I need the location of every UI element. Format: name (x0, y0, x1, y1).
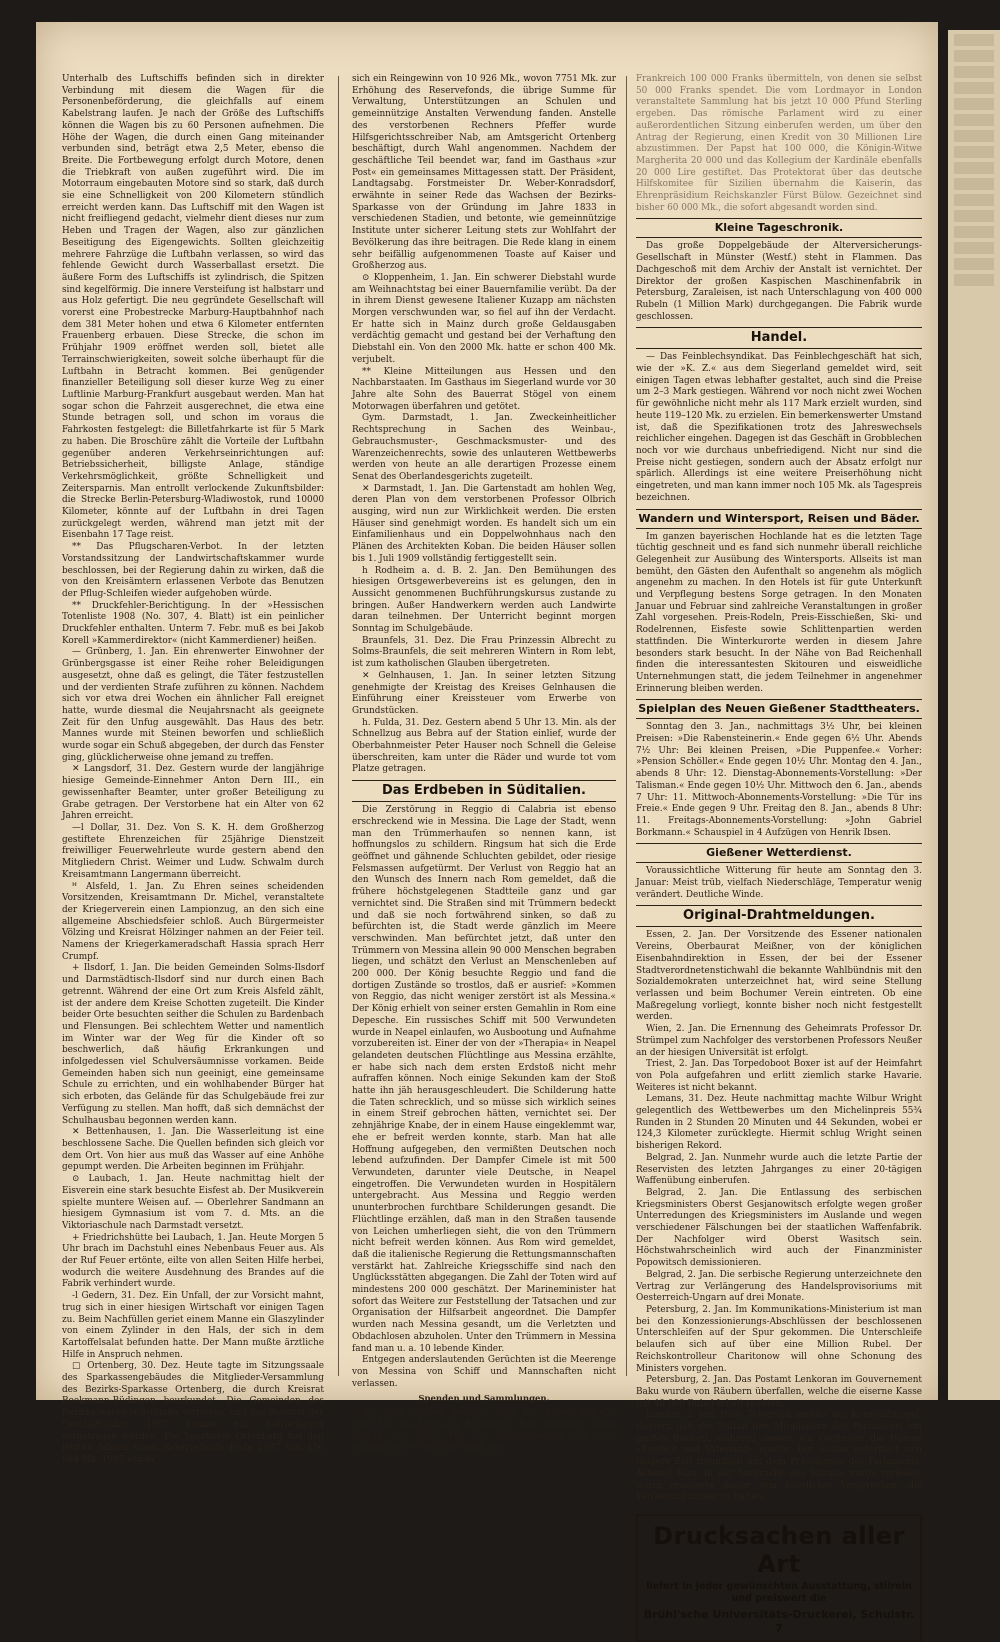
article-druckfehler: ** Druckfehler-Berichtigung. In der »Hessischen Totenliste 1908 (No. 307, 4. Blatt) ist ein peinlicher Druckfehler enthalten. Unterm 7. Febr. muß es bei Jakob Korell »Kammerdirektor« (nicht Kammerdiener) heißen. (62, 600, 324, 646)
article-tageschronik: Das große Doppelgebäude der Alterversicherungs-Gesellschaft in Münster (Westf.) steht in Flammen. Das Dachgeschoß mit dem Archiv der Anstalt ist vernichtet. Der Direktor der großen Kaspischen Maschinenfabrik in Petersburg, Zaraleisen, ist nach Unterschlagung von 400 000 Rubeln (1 Million Mark) durchgegangen. Die Fabrik wurde geschlossen. (636, 241, 922, 322)
section-heading-tageschronik: Kleine Tageschronik. (636, 218, 922, 238)
section-heading-theater: Spielplan des Neuen Gießener Stadttheaters. (636, 699, 922, 719)
column-divider (338, 76, 339, 1376)
article-darmstadt-gericht: Gym. Darmstadt, 1. Jan. Zweckeinheitlicher Rechtsprechung in Sachen des Weinbau-, Gebrauchsmuster-, Geschmacksmuster- und des Warenzeichenrechts, sowie des unlauteren Wettbewerbs werden von heute an alle derartigen Prozesse einem Senat des Oberlandesgerichts zugeteilt. (352, 413, 616, 482)
ad-title: Drucksachen aller Art (653, 1521, 905, 1578)
article-pflugscharen: ** Das Pflugscharen-Verbot. In der letzten Vorstandssitzung der Landwirtschaftskammer wurde beschlossen, bei der Regierung dahin zu wirken, daß die von den Kreisämtern erlassenen Verbote das Benutzen der Pflug-Schleifen wieder aufgehoben würde. (62, 542, 324, 599)
article-petersburg-1: Petersburg, 2. Jan. Im Kommunikations-Ministerium ist man bei den Konzessionierungs-Abschlüssen der beschlossenen Unterschleifen auf der Spur gekommen. Die Unterschleife belaufen sich auf über eine Million Rubel. Der Reichskontrolleur Charitonow will ohne Schonung des Ministers vorgehen. (636, 1304, 922, 1374)
column-divider (626, 76, 627, 1376)
article-fulda: h. Fulda, 31. Dez. Gestern abend 5 Uhr 13. Min. als der Schnellzug aus Bebra auf der Station einlief, wurde der Oberbahnmeister Peter Hauser noch Schnell die Geleise überschreiten, kam unter die Räder und wurde tot vom Platze getragen. (352, 717, 616, 775)
article-belgrad-3: Belgrad, 2. Jan. Die serbische Regierung unterzeichnete den Vertrag zur Verlängerung des Handelsprovisoriums mit Oesterreich-Ungarn auf drei Monate. (636, 1269, 922, 1304)
newspaper-page (36, 22, 938, 1635)
section-heading-handel: Handel. (636, 327, 922, 349)
article-wetter: Voraussichtliche Witterung für heute am Sonntag den 3. Januar: Meist trüb, vielfach Niederschläge, Temperatur wenig verändert. Deutliche Winde. (636, 866, 922, 900)
article-friedrichshuette: + Friedrichshütte bei Laubach, 1. Jan. Heute Morgen 5 Uhr brach im Dachstuhl eines Nebenbaus Feuer aus. Als der Ruf Feuer ertönte, eilte von allen Seiten Hilfe herbei, wodurch die weitere Ausdehnung des Brandes auf die Fabrik verhindert wurde. (62, 1232, 324, 1290)
article-gruenberg: — Grünberg, 1. Jan. Ein ehrenwerter Einwohner der Grünbergsgasse ist einer Reihe roher Beleidigungen ausgesetzt, ohne daß es gelingt, die Täter festzustellen und der verdienten Strafe zuführen zu können. Nachdem sich vor etwa drei Wochen ein ähnlicher Fall ereignet hatte, wurde diesmal die Neujahrsnacht als geeignete Zeit für den Unfug ausgewählt. Das Haus des betr. Mannes wurde mit Steinen beworfen und schließlich wurde sogar ein Schuß abgegeben, der durch das Fenster ging, glücklicherweise ohne jemand zu treffen. (62, 647, 324, 763)
article-triest: Triest, 2. Jan. Das Torpedoboot Boxer ist auf der Heimfahrt von Pola aufgefahren und erlitt ziemlich starke Havarie. Weiteres ist nicht bekannt. (636, 1059, 922, 1093)
article-ilsdorf: + Ilsdorf, 1. Jan. Die beiden Gemeinden Solms-Ilsdorf und Darmstädtisch-Ilsdorf sind nur durch einen Bach getrennt. Während der eine Ort zum Kreis Alsfeld zählt, ist der andere dem Kreise Schotten zugeteilt. Die Kinder beider Orte besuchten seither die Schulen zu Bardenbach und Flensungen. Bei schlechtem Wetter und namentlich im Winter war der Weg für die Kinder oft so beschwerlich, daß häufig Erkrankungen und infolgedessen viel Schulversäumnisse vorkamen. Beide Gemeinden haben sich nun geeinigt, eine gemeinsame Schule zu errichten, und ein wohlhabender Bürger hat sich erboten, das Gelände für das Schulgebäude frei zur Verfügung zu stellen. Man hofft, daß sich demnächst der Schulhausbau begonnen werden kann. (62, 963, 324, 1126)
article-dollar: —l Dollar, 31. Dez. Von S. K. H. dem Großherzog gestiftete Ehrenzeichen für 25jährige Dienstzeit freiwilliger Feuerwehrleute wurde gestern abend den Mitgliedern Christ. Weimer und Ludw. Schwalm durch Kreisamtmann Langermann überreicht. (62, 823, 324, 880)
article-langsdorf: ✕ Langsdorf, 31. Dez. Gestern wurde der langjährige hiesige Gemeinde-Einnehmer Anton Dern III., ein gewissenhafter Beamter, unter großer Beteiligung zu Grabe getragen. Der Verstorbene hat ein Alter von 62 Jahren erreicht. (62, 764, 324, 822)
article-luftbahn: Unterhalb des Luftschiffs befinden sich in direkter Verbindung mit diesem die Wagen für die Personenbeförderung, die gleichfalls auf einem Kabelstrang laufen. Je nach der Größe des Luftschiffs können die Wagen bis zu 60 Personen aufnehmen. Die Höhe der Wagen, die durch einen Gang miteinander verbunden sind, beträgt etwa 2,5 Meter, ebenso die Breite. Die Fortbewegung erfolgt durch Motore, denen die Triebkraft von außen zugeführt wird. Die im Motorraum eingebauten Motore sind so stark, daß durch sie eine Schnelligkeit von 200 Kilometern stündlich erreicht werden kann. Das Luftschiff mit den Wagen ist nicht freifliegend gedacht, vielmehr dient dieses nur zum Heben und Tragen der Wagen, also zur gänzlichen Beseitigung des Eigengewichts. Sollten gleichzeitig mehrere Fahrzüge die Luftbahn verlassen, so wird das fehlende Gewicht durch Wasserballast ersetzt. Die äußere Form des Luftschiffs ist zylindrisch, die Spitzen sind kegelförmig. Die innere Versteifung ist halbstarr und aus Holz gefertigt. Die neu gegründete Gesellschaft will vorerst eine Probestrecke Marburg-Hauptbahnhof nach dem 381 Meter hohen und etwa 6 Kilometer entfernten Frauenberg erbauen. Diese Strecke, die schon im Frühjahr 1909 eröffnet werden soll, bietet alle Terrainschwierigkeiten, soweit solche überhaupt für die Luftbahn in Betracht kommen. Bei genügender finanzieller Beteiligung soll dieser kurze Weg zu einer Luftlinie Marburg-Frankfurt ausgebaut werden. Man hat sogar schon die Fahrzeit ausgerechnet, die etwa eine Stunde betragen soll, und schon im voraus die Fahrkosten festgelegt: die Billetfahrkarte ist für 5 Mark zu haben. Die Broschüre zählt die Vorteile der Luftbahn gegenüber anderen Verkehrseinrichtungen auf: Betriebssicherheit, billigste Anlage, ständige Verkehrsmöglichkeit, größte Schnelligkeit und Zeitersparnis. Man entrollt verlockende Zukunftsbilder: die Strecke Berlin-Petersburg-Wladiwostok, rund 10000 Kilometer, könnte auf der Luftbahn in drei Tagen zurückgelegt werden, während man jetzt mit der Eisenbahn 17 Tage reist. (62, 74, 324, 541)
article-belgrad-2: Belgrad, 2. Jan. Die Entlassung des serbischen Kriegsministers Oberst Gesjanowitsch erfolgte wegen großer Unterredungen des Kriegsministers im Auslande und wegen verschiedener Fälschungen bei der staatlichen Waffenfabrik. Der Nachfolger wird Oberst Wasitsch sein. Höchstwahrscheinlich wird auch der Finanzminister Popowitsch demissionieren. (636, 1187, 922, 1269)
article-ortenberg: □ Ortenberg, 30. Dez. Heute tagte im Sitzungssaale des Sparkassengebäudes die Mitglieder-Versammlung des Bezirks-Sparkasse Ortenberg, die durch Kreisrat Boekmann-Büdingen beurkundet. Die Gemeinden des Bezirks waren vollständig vertreten, und das Resultat der Geschäftsjahre 1907 konnte mit Befriedigung vorgetragen werden. Die Sparkasse Ortenberg hat den letzten Jahren einen Reservefonds Ende 1907 von 156 684 Mk. 1907 ergab (62, 1361, 324, 1465)
article-essen: Essen, 2. Jan. Der Vorsitzende des Essener nationalen Vereins, Oberbaurat Meißner, von der königlichen Eisenbahndirektion in Essen, der bei der Essener Stadtverordnetenstichwahl die bekannte Wahlbündnis mit den Sozialdemokraten unterzeichnet hat, wird seine Stellung verlassen und beim Bochumer Verein eintreten. Ob eine Maßregelung vorliegt, konnte bisher noch nicht festgestellt werden. (636, 930, 922, 1023)
column-2 (352, 74, 616, 1455)
adjacent-page-edge (948, 30, 1000, 1400)
section-heading-spenden: Spenden und Sammlungen. (418, 1394, 550, 1405)
article-theater: Sonntag den 3. Jan., nachmittags 3½ Uhr, bei kleinen Preisen: »Die Rabensteinerin.« Ende gegen 6½ Uhr. Abends 7½ Uhr: Bei kleinen Preisen, »Die Puppenfee.« Vorher: »Pension Schöller.« Ende gegen 10½ Uhr. Montag den 4. Jan., abends 8 Uhr: 12. Dienstag-Abonnements-Vorstellung: »Der Talisman.« Ende gegen 10½ Uhr. Mittwoch den 6. Jan., abends 7 Uhr: 11. Mittwoch-Abonnements-Vorstellung: »Die Tür ins Freie.« Ende gegen 9 Uhr. Freitag den 8. Jan., abends 8 Uhr: 11. Freitags-Abonnements-Vorstellung: »John Gabriel Borkmann.« Schauspiel in 4 Aufzügen von Henrik Ibsen. (636, 722, 922, 838)
column-1 (62, 74, 324, 1467)
article-alsfeld: ꟸ Alsfeld, 1. Jan. Zu Ehren seines scheidenden Vorsitzenden, Kreisamtmann Dr. Michel, veranstaltete der Kriegerverein einen Lampionzug, an den sich eine allgemeine Abschiedsfeier schloß. Auch Bürgermeister Völzing und Kreisrat Hölzinger nahmen an der Feier teil. Namens der Kriegerkameradschaft Hassia sprach Herr Crumpf. (62, 881, 324, 962)
section-heading-wandern: Wandern und Wintersport, Reisen und Bäder. (636, 509, 922, 529)
article-belgrad-1: Belgrad, 2. Jan. Nunmehr wurde auch die letzte Partie der Reservisten des letzten Jahrganges zu einer 20-tägigen Waffenübung einberufen. (636, 1152, 922, 1187)
article-laubach: ⊙ Laubach, 1. Jan. Heute nachmittag hielt der Eisverein eine stark besuchte Eisfest ab. Der Musikverein spielte muntere Weisen auf. — Oberlehrer Sandmann an hiesigem Gymnasium ist vom 7. d. Mts. an die Viktoriaschule nach Darmstadt versetzt. (62, 1174, 324, 1231)
article-spenden: Die Stadt Gießen spendete 5000 Mk. Kaiser Wilhelm 6000 Mk. Die Kölnische Kammer in Köln bewilligte einen Betrag von 5000 Mk. Im Einverständnis mit dem Finanzminister wird die Bank von (352, 1408, 616, 1454)
article-erdbeben: Die Zerstörung in Reggio di Calabria ist ebenso erschreckend wie in Messina. Die Lage der Stadt, wenn man den Trümmerhaufen so nennen kann, ist hoffnungslos zu schildern. Ringsum hat sich die Erde geöffnet und gähnende Schluchten gebildet, oder riesige Felsmassen aufgetürmt. Der Verlust von Reggio hat an den Wunsch des Innern nach Rom gemeldet, daß die frühere höchstgelegenen Stadtteile ganz und gar vernichtet sind. Die Straßen sind mit Trümmern bedeckt und daß sie noch fortwährend sinken, so daß zu befürchten ist, die Stadt werde gänzlich im Meere verschwinden. Man befürchtet jetzt, daß unter den Trümmern von Messina allein 90 000 Menschen begraben liegen, und schätzt den Verlust an Menschenleben auf 200 000. Der König besuchte Reggio und fand die dortigen Zustände so trostlos, daß er ausrief: »Kommen von Reggio, das nicht weniger zerstört ist als Messina.« Der König erhielt von seiner ersten Gemahlin in Rom eine Depesche. Ein russisches Schiff mit 500 Verwundeten wurde in Neapel einlaufen, wo Ausbootung und Aufnahme vorzubereiten ist. Einer der von der »Therapia« in Neapel gelandeten deutschen Flüchtlinge aus Messina erzählte, er habe sich nach dem ersten Erdstoß nicht mehr aufraffen können. Noch einige Sekunden kam der Stoß hatte ihn jäh herausgeschleudert. Die Schilderung hatte die Taten schrecklich, und so müsse sich wirklich seines in einem Streif gebrochen hätten, vernichtet sei. Der zehnjährige Knabe, der in einem Hause eingeklemmt war, ehe er befreit werden konnte, starb. Man hat alle Hoffnung aufgegeben, den vermißten Deutschen noch lebend aufzufinden. Der Dampfer Cimele ist mit 500 Verwundeten, darunter viele Deutsche, in Neapel eingetroffen. Die Verwundeten wurden in Hospitälern untergebracht. Aus Messina und Reggio werden ununterbrochen furchtbare Schilderungen gesandt. Die Flüchtlinge erzählen, daß man in den Straßen tausende von Leichen umherliegen sieht, die von den Trümmern nicht befreit werden können. Aus Rom wird gemeldet, daß die italienische Regierung die Rettungsmannschaften verstärkt hat. Zahlreiche Kriegsschiffe sind nach den Unglücksstätten abgegangen. Die Zahl der Toten wird auf mindestens 200 000 geschätzt. Der Marineminister hat sofort das Weitere zur Feststellung der Tatsachen und zur Organisation der Hilfsarbeit angeordnet. Die Dampfer wurden nach Messina gesandt, um die Verletzten und Obdachlosen abzuholen. Unter den Trümmern in Messina fand man u. a. 10 lebende Kinder. (352, 805, 616, 1354)
article-wien: Wien, 2. Jan. Die Ernennung des Geheimrats Professor Dr. Strümpel zum Nachfolger des verstorbenen Professors Neußer an der hiesigen Universität ist erfolgt. (636, 1024, 922, 1058)
section-heading-drahtmeldungen: Original-Drahtmeldungen. (636, 905, 922, 927)
article-braunfels: Braunfels, 31. Dez. Die Frau Prinzessin Albrecht zu Solms-Braunfels, die seit mehreren Wintern in Rom lebt, ist zum katholischen Glauben übergetreten. (352, 635, 616, 670)
article-erdbeben-tail: Entgegen anderslautenden Gerüchten ist die Meerenge von Messina von Schiff und Mannschaften nicht verlassen. (352, 1355, 616, 1389)
article-spenden-cont: Frankreich 100 000 Franks übermitteln, von denen sie selbst 50 000 Franks spendet. Die vom Lordmayor in London veranstaltete Sammlung hat bis jetzt 10 000 Pfund Sterling ergeben. Das römische Parlament wird zu einer außerordentlichen Sitzung einberufen werden, um über den Antrag der Regierung, einen Kredit von 30 Millionen Lire abzustimmen. Der Papst hat 100 000, die Königin-Witwe Margherita 20 000 und das Kollegium der Kardinäle ebenfalls 20 000 Lire gestiftet. Das Protektorat über das deutsche Hilfskomitee für Sizilien übernahm die Kaiserin, das Ehrenpräsidium Reichskanzler Fürst Bülow. Gezeichnet sind bisher 60 000 Mk., die sofort abgesandt worden sind. (636, 74, 922, 213)
article-darmstadt-gartenstadt: ✕ Darmstadt, 1. Jan. Die Gartenstadt am hohlen Weg, deren Plan von dem verstorbenen Professor Olbrich ausging, wird nun zur Wirklichkeit werden. Die ersten Häuser sind genehmigt worden. Es handelt sich um ein Einfamilienhaus und ein Doppelwohnhaus nach den Plänen des Architekten Koban. Die beiden Häuser sollen bis 1. Juli 1909 vollständig fertiggestellt sein. (352, 483, 616, 564)
ad-address: Brühl'sche Universitäts-Druckerei, Schulstr. 7 (643, 1607, 915, 1635)
article-kloppenheim: ⊙ Kloppenheim, 1. Jan. Ein schwerer Diebstahl wurde am Weihnachtstag bei einer Bauernfamilie verübt. Da der in ihrem Dienst gewesene Italiener Kuzapp am nächsten Morgen verschwunden war, so fiel auf ihn der Verdacht. Er hatte sich in Mainz durch große Geldausgaben verdächtig gemacht und gestand bei der Verhaftung den Diebstahl ein. Von den 2000 Mk. hatte er schon 400 Mk. verjubelt. (352, 272, 616, 365)
column-3 (636, 74, 922, 1642)
section-heading-wetter: Gießener Wetterdienst. (636, 843, 922, 863)
article-petersburg-2: Petersburg, 2. Jan. Das Postamt Lenkoran im Gouvernement Baku wurde von Räubern überfallen, welche die eiserne Kasse mit 40 000 Rubel Inhalt raubten. (636, 1375, 922, 1409)
article-gedern: -l Gedern, 31. Dez. Ein Unfall, der zur Vorsicht mahnt, trug sich in einer hiesigen Wirtschaft vor einigen Tagen zu. Beim Nachfüllen geriet einem Manne ein Glaszylinder von einem Zylinder in den Hals, der sich in dem Kartoffelsalat befunden hatte. Der Mann mußte ärztliche Hilfe in Anspruch nehmen. (62, 1291, 324, 1360)
ad-body: liefert in jeder gewünschten Ausstattung, stilrein und preiswert die (646, 1580, 912, 1604)
article-bettenhausen: ✕ Bettenhausen, 1. Jan. Die Wasserleitung ist eine beschlossene Sache. Die Quellen befinden sich gleich vor dem Ort. Von hier aus muß das Wasser auf eine Anhöhe gepumpt werden. Die Arbeiten beginnen im Frühjahr. (62, 1127, 324, 1173)
article-kleine-mitteilungen: ** Kleine Mitteilungen aus Hessen und den Nachbarstaaten. Im Gasthaus im Siegerland wurde vor 30 Jahre alte Sohn des Bauerrat Stögel von einem Motorwagen überfahren und getötet. (352, 366, 616, 412)
article-wandern: Im ganzen bayerischen Hochlande hat es die letzten Tage tüchtig geschneit und es fand sich nunmehr überall reichliche Gelegenheit zur Ausübung des Wintersports. Allseits ist man bemüht, den Gästen den Aufenthalt so angenehm als möglich angenehm zu machen. In den Hotels ist für gute Unterkunft und Verpflegung bestens Sorge getragen. In den Monaten Januar und Februar sind zahlreiche Veranstaltungen in großer Zahl vorgesehen. Preis-Rodeln, Preis-Eisschießen, Ski- und Rodelrennen, Eisfeste sowie Schlittenpartien werden stattfinden. Die Winterkurorte werden in diesem Jahre besonders stark besucht. In der Nähe von Bad Reichenhall finden die interessantesten Skitouren und eisweidliche Unternehmungen statt, die jedem Teilnehmer in angenehmer Erinnerung bleiben werden. (636, 531, 922, 694)
article-gelnhausen: ✕ Gelnhausen, 1. Jan. In seiner letzten Sitzung genehmigte der Kreistag des Kreises Gelnhausen die Einführung einer Kreissteuer vom Erwerbe von Grundstücken. (352, 670, 616, 716)
article-rodheim: h Rodheim a. d. B. 2. Jan. Den Bemühungen des hiesigen Ortsgewerbevereins ist es gelungen, den in Aussicht genommenen Buchführungskursus zustande zu bringen. Außer Handwerkern werden auch Landwirte daran teilnehmen. Der Unterricht beginnt morgen Sonntag im Schulgebäude. (352, 565, 616, 635)
article-handel: — Das Feinblechsyndikat. Das Feinblechgeschäft hat sich, wie der »K. Z.« aus dem Siegerland gemeldet wird, seit einigen Tagen etwas lebhafter gestaltet, auch sind die Preise um 2–3 Mark gestiegen. Während vor noch nicht zwei Wochen für gewöhnliche nicht mehr als 117 Mark erzielt wurden, sind heute 119–120 Mk. zu erzielen. Ein bemerkenswerter Umstand ist, daß die Spezifikationen trotz des Jahreswechsels reichlicher eingehen. Dagegen ist das Geschäft in Grobblechen noch vor wie durchaus unbefriedigend. Nicht nur sind die Preise nicht gestiegen, sondern auch der Absatz erfolgt nur spärlich. Allerdings ist eine weitere Preiserhöhung nicht eingetreten, und man kann immer noch 105 Mk. als Tagespreis bezeichnen. (636, 352, 922, 503)
article-lemans: Lemans, 31. Dez. Heute nachmittag machte Wilbur Wright gelegentlich des Wettbewerbes um den Michelinpreis 55¾ Runden in 2 Stunden 20 Minuten und 44 Sekunden, wobei er 124,3 Kilometer zurücklegte. Hiermit schlug Wright seinen bisherigen Rekord. (636, 1094, 922, 1152)
article-london: London, 2. Jan. Daily Telegraph meldet aus Konstantinopel: Gestern gab der Sultan den Mitgliedern des Parlaments ein großes Bankett, während dessen ein Orchester die Hymne »Freiheit und Vaterland« spielte. Der Sultan unterhielt sich längere Zeit freundlich mit dem Präsidenten des Parlaments, Achmed Riza. In der Ansprache des Sultans wurde verlesen, worin erneuerte dieser sein feierliches Versprechen, die Verfassung immer zu halten. (636, 1410, 922, 1503)
section-heading-erdbeben: Das Erdbeben in Süditalien. (352, 780, 616, 802)
advertisement-druckerei (636, 1514, 922, 1642)
article-sparkasse-cont: sich ein Reingewinn von 10 926 Mk., wovon 7751 Mk. zur Erhöhung des Reservefonds, die übrige Summe für Verwaltung, Unterstützungen an Schulen und gemeinnützige Anstalten Verwendung fanden. Anstelle des verstorbenen Rechners Pfeffer wurde Hilfsgerichtsschreiber Nab, am Amtsgericht Ortenberg beschäftigt, durch Wahl angenommen. Nachdem der geschäftliche Teil beendet war, fand im Gasthaus »zur Post« ein gemeinsames Mittagessen statt. Der Präsident, Landtagsabg. Forstmeister Dr. Weber-Konradsdorf, erwähnte in seiner Rede das Wachsen der Bezirks-Sparkasse von der Gründung im Jahre 1833 in verschiedenen Stadien, und betonte, wie gemeinnützige Institute unter sicherer Leitung stets zur Wohlfahrt der Bevölkerung das ihre beitragen. Die Rede klang in einem sehr beifällig aufgenommenen Toaste auf Kaiser und Großherzog aus. (352, 74, 616, 272)
